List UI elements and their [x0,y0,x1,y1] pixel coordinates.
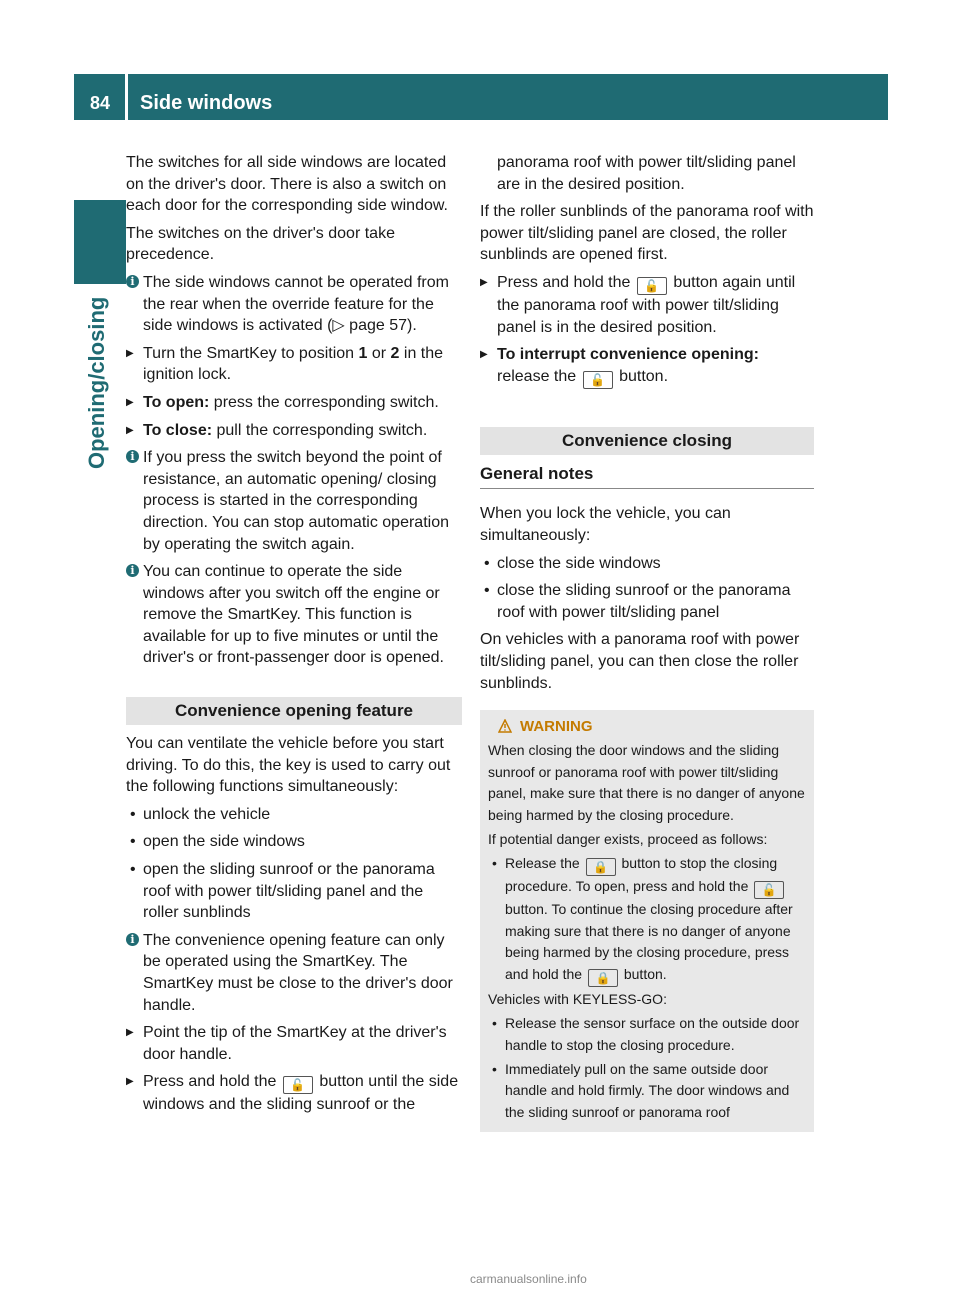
paragraph-continued: panorama roof with power tilt/sliding panel are in the desired position. [497,154,796,193]
warning-paragraph: Vehicles with KEYLESS-GO: [488,991,667,1008]
info-note: i The side windows cannot be operated from the rear when the override feature for the side windows is activated (▷ page 57). [126,272,462,337]
header-divider [125,74,128,120]
section-title: Convenience closing [480,427,814,455]
warning-list-item: • Release the 🔒 button to stop the closing procedure. To open, press and hold the 🔓 button. To continue the closing procedure after making sure that there is no danger of anyone being harmed by the closing procedure, press and hold the 🔒 button. [488,853,806,987]
warning-paragraph: If potential danger exists, proceed as follows: [488,831,768,848]
paragraph: The switches for all side windows are located on the driver's door. There is also a switch on each door for the corresponding side window. [126,154,448,215]
lock-icon: 🔒 [588,969,618,987]
info-icon: i [126,564,139,577]
list-item: • close the sliding sunroof or the panorama roof with power tilt/sliding panel [480,580,814,623]
step: ▶ Press and hold the 🔓 button until the side windows and the sliding sunroof or the [126,1071,462,1116]
unlock-icon: 🔓 [583,371,613,389]
info-icon: i [126,275,139,288]
warning-triangle-icon [498,719,512,733]
unlock-icon: 🔓 [637,277,667,295]
side-tab [74,200,126,284]
info-icon: i [126,450,139,463]
page-number: 84 [89,93,111,113]
info-note: i You can continue to operate the side windows after you switch off the engine or remove the SmartKey. This function is available for up to five minutes or until the driver's or front-passenger door is opened. [126,561,462,669]
step: ▶ To interrupt convenience opening: release the 🔓 button. [480,344,814,389]
subsection-title: General notes [480,463,814,490]
info-note: i The convenience opening feature can only be operated using the SmartKey. The SmartKey must be close to the driver's door handle. [126,930,462,1016]
warning-heading: WARNING [488,716,806,738]
paragraph: On vehicles with a panorama roof with power tilt/sliding panel, you can then close the roller sunblinds. [480,631,800,692]
section-title: Convenience opening feature [126,697,462,725]
info-icon: i [126,933,139,946]
step: ▶ Point the tip of the SmartKey at the driver's door handle. [126,1022,462,1065]
step: ▶ To open: press the corresponding switch. [126,392,462,414]
info-note: i If you press the switch beyond the point of resistance, an automatic opening/ closing process is started in the corresponding direction. You can stop automatic operation by operating the switch again. [126,447,462,555]
paragraph: The switches on the driver's door take precedence. [126,224,395,264]
right-column [480,152,814,1132]
list-item: • unlock the vehicle [126,804,462,826]
step: ▶ Press and hold the 🔓 button again until the panorama roof with power tilt/sliding panel is in the desired position. [480,272,814,338]
page-reference[interactable]: ▷ page 57 [332,317,408,335]
unlock-icon: 🔓 [283,1076,313,1094]
warning-box [480,710,814,1132]
section-side-label: Opening/closing [84,297,109,470]
list-item: • close the side windows [480,553,814,575]
page-title: Side windows [140,92,273,114]
step: ▶ To close: pull the corresponding switch. [126,420,462,442]
paragraph: You can ventilate the vehicle before you start driving. To do this, the key is used to carry out the following functions simultaneously: [126,735,451,796]
paragraph: If the roller sunblinds of the panorama roof with power tilt/sliding panel are closed, the roller sunblinds are opened first. [480,203,814,264]
left-column [126,152,462,1122]
step: ▶ Turn the SmartKey to position 1 or 2 in the ignition lock. [126,343,462,386]
unlock-icon: 🔓 [754,881,784,899]
warning-list-item: • Immediately pull on the same outside door handle and hold firmly. The door windows and the sliding sunroof or panorama roof [488,1059,806,1124]
lock-icon: 🔒 [586,858,616,876]
list-item: • open the side windows [126,831,462,853]
footer-watermark: carmanualsonline.info [470,1272,587,1286]
warning-paragraph: When closing the door windows and the sliding sunroof or panorama roof with power tilt/sliding panel, make sure that there is no danger of anyone being harmed by the closing procedure. [488,741,805,824]
list-item: • open the sliding sunroof or the panorama roof with power tilt/sliding panel and the roller sunblinds [126,859,462,924]
paragraph: When you lock the vehicle, you can simultaneously: [480,505,731,544]
warning-list-item: • Release the sensor surface on the outside door handle to stop the closing procedure. [488,1013,806,1057]
